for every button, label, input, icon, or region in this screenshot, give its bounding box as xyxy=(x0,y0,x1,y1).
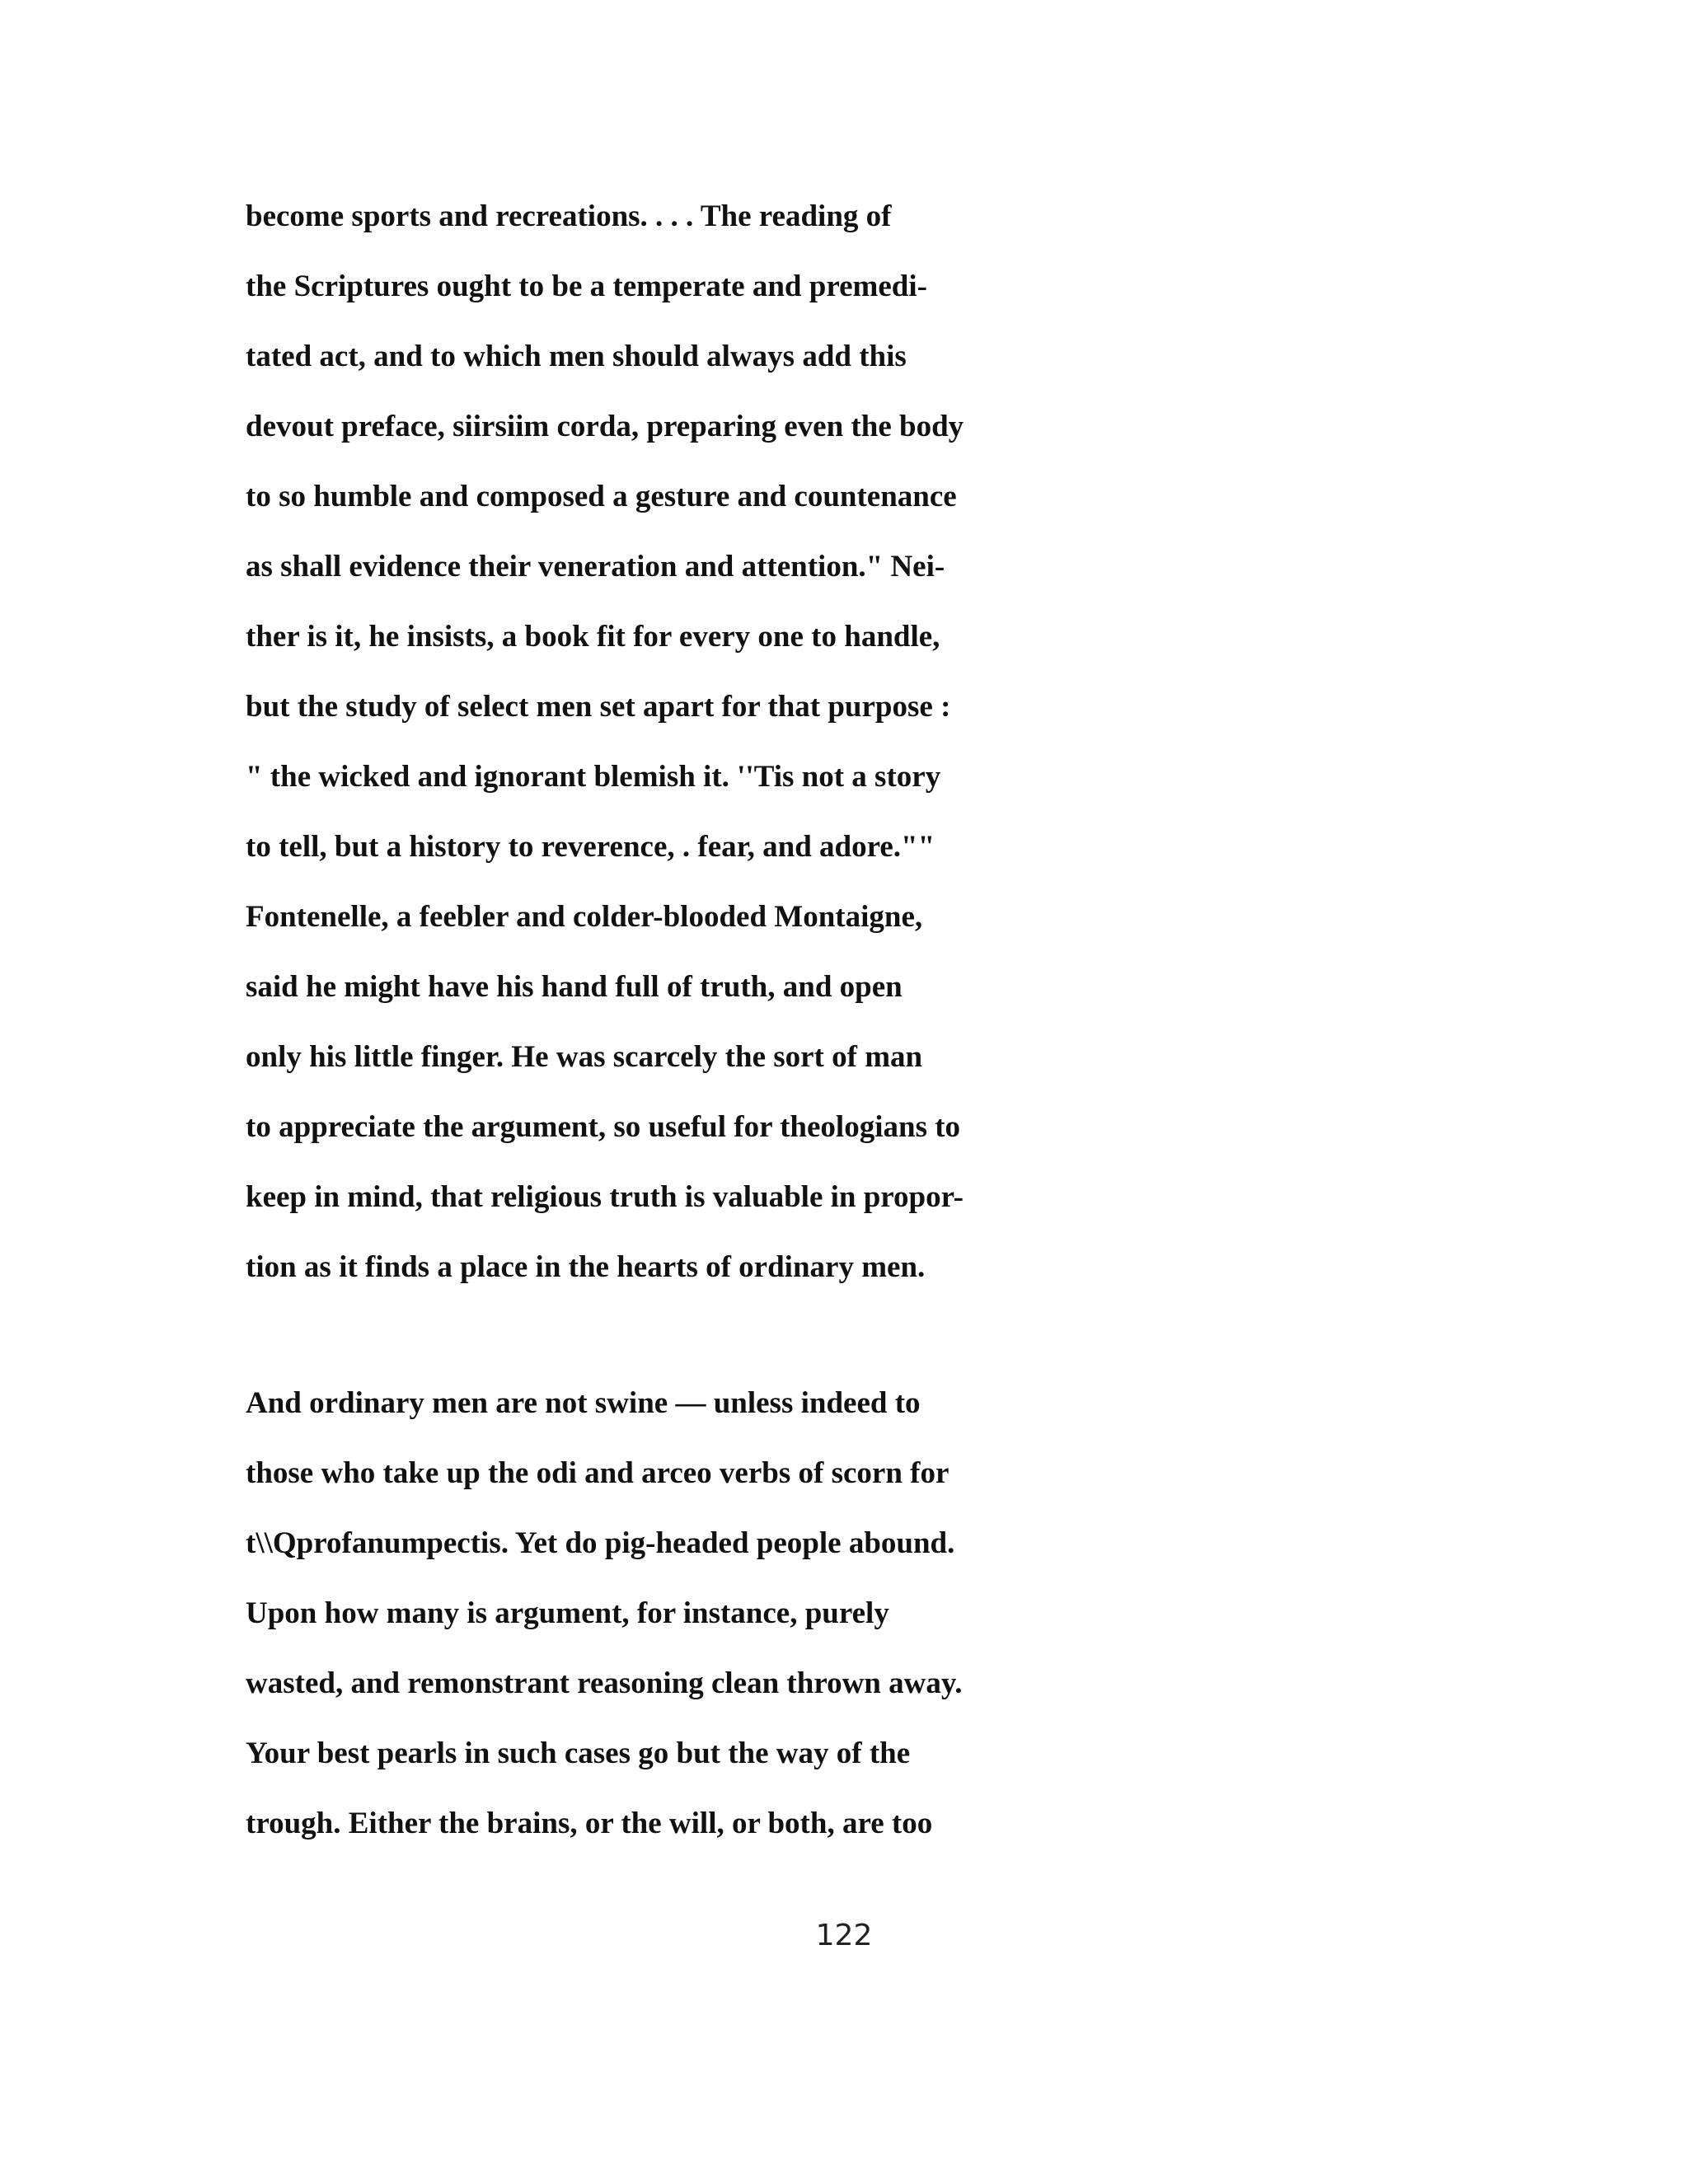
page-number: 122 xyxy=(815,1919,873,1952)
text-line: Fontenelle, a feebler and colder-blooded Montaigne, xyxy=(246,900,923,934)
text-line: said he might have his hand full of truth, and open xyxy=(246,970,903,1004)
paragraph-1 xyxy=(246,181,1070,1302)
text-line: only his little finger. He was scarcely the sort of man xyxy=(246,1040,923,1074)
text-line: And ordinary men are not swine — unless indeed to xyxy=(246,1386,921,1420)
text-line: as shall evidence their veneration and attention." Nei- xyxy=(246,550,945,583)
paragraph-2 xyxy=(246,1368,1070,1858)
text-line: the Scriptures ought to be a temperate and premedi- xyxy=(246,269,927,303)
text-line: tion as it finds a place in the hearts of ordinary men. xyxy=(246,1250,926,1284)
text-line: tated act, and to which men should always add this xyxy=(246,340,907,373)
text-line: to tell, but a history to reverence, . fear, and adore."" xyxy=(246,830,935,864)
text-line: t\\Qprofanumpectis. Yet do pig-headed people abound. xyxy=(246,1526,955,1560)
text-line: trough. Either the brains, or the will, or both, are too xyxy=(246,1807,933,1840)
text-line: become sports and recreations. . . . The reading of xyxy=(246,199,892,233)
text-line: Upon how many is argument, for instance, purely xyxy=(246,1596,889,1630)
text-line: devout preface, siirsiim corda, preparing even the body xyxy=(246,410,964,443)
text-line: but the study of select men set apart for that purpose : xyxy=(246,690,951,724)
text-line: wasted, and remonstrant reasoning clean thrown away. xyxy=(246,1666,963,1700)
text-line: to appreciate the argument, so useful for theologians to xyxy=(246,1110,961,1144)
text-line: to so humble and composed a gesture and countenance xyxy=(246,480,957,513)
text-line: those who take up the odi and arceo verbs of scorn for xyxy=(246,1456,950,1490)
text-line: keep in mind, that religious truth is valuable in propor- xyxy=(246,1180,964,1214)
text-line: Your best pearls in such cases go but the way of the xyxy=(246,1736,911,1770)
text-line: " the wicked and ignorant blemish it. ''Tis not a story xyxy=(246,760,941,794)
text-line: ther is it, he insists, a book fit for every one to handle, xyxy=(246,620,940,654)
